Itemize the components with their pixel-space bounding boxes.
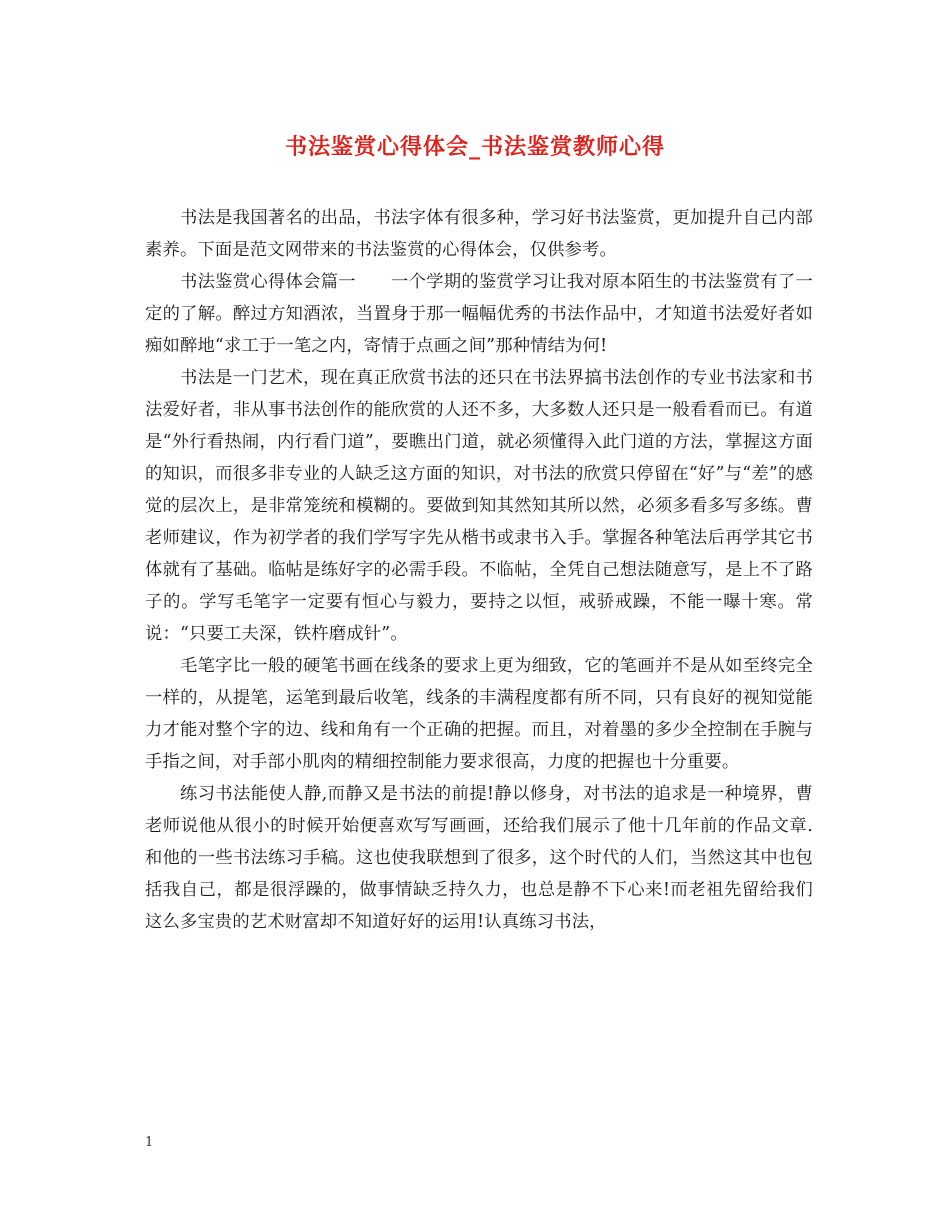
paragraph-part-one: 书法鉴赏心得体会篇一 一个学期的鉴赏学习让我对原本陌生的书法鉴赏有了一定的了解。醉过方知酒浓，当置身于那一幅幅优秀的书法作品中，才知道书法爱好者如痴如醉地“求工于一笔之内，寄情于点画之间”那种情结为何! (145, 272, 813, 356)
paragraph-art: 书法是一门艺术，现在真正欣赏书法的还只在书法界搞书法创作的专业书法家和书法爱好者，非从事书法创作的能欣赏的人还不多，大多数人还只是一般看看而已。有道是“外行看热闹，内行看门道”，要瞧出门道，就必须懂得入此门道的方法，掌握这方面的知识，而很多非专业的人缺乏这方面的知识，对书法的欣赏只停留在“好”与“差”的感觉的层次上，是非常笼统和模糊的。要做到知其然知其所以然，必须多看多写多练。曹老师建议，作为初学者的我们学写字先从楷书或隶书入手。掌握各种笔法后再学其它书体就有了基础。临帖是练好字的必需手段。不临帖，全凭自己想法随意写，是上不了路子的。学写毛笔字一定要有恒心与毅力，要持之以恒，戒骄戒躁，不能一曝十寒。常说：“只要工夫深，铁杵磨成针”。 (145, 368, 813, 644)
page-number: 1 (145, 1135, 154, 1150)
paragraph-brush-strokes: 毛笔字比一般的硬笔书画在线条的要求上更为细致，它的笔画并不是从如至终完全一样的，从提笔，运笔到最后收笔，线条的丰满程度都有所不同，只有良好的视知觉能力才能对整个字的边、线和角有一个正确的把握。而且，对着墨的多少全控制在手腕与手指之间，对手部小肌肉的精细控制能力要求很高，力度的把握也十分重要。 (145, 656, 813, 772)
document-body (145, 202, 813, 938)
document-title: 书法鉴赏心得体会_书法鉴赏教师心得 (284, 134, 665, 160)
paragraph-intro: 书法是我国著名的出品，书法字体有很多种，学习好书法鉴赏，更加提升自己内部素养。下面是范文网带来的书法鉴赏的心得体会，仅供参考。 (145, 208, 813, 260)
paragraph-calmness: 练习书法能使人静,而静又是书法的前提!静以修身，对书法的追求是一种境界，曹老师说他从很小的时候开始便喜欢写写画画，还给我们展示了他十几年前的作品文章.和他的一些书法练习手稿。这也使我联想到了很多，这个时代的人们，当然这其中也包括我自己，都是很浮躁的，做事情缺乏持久力，也总是静不下心来!而老祖先留给我们这么多宝贵的艺术财富却不知道好好的运用!认真练习书法， (145, 784, 813, 932)
